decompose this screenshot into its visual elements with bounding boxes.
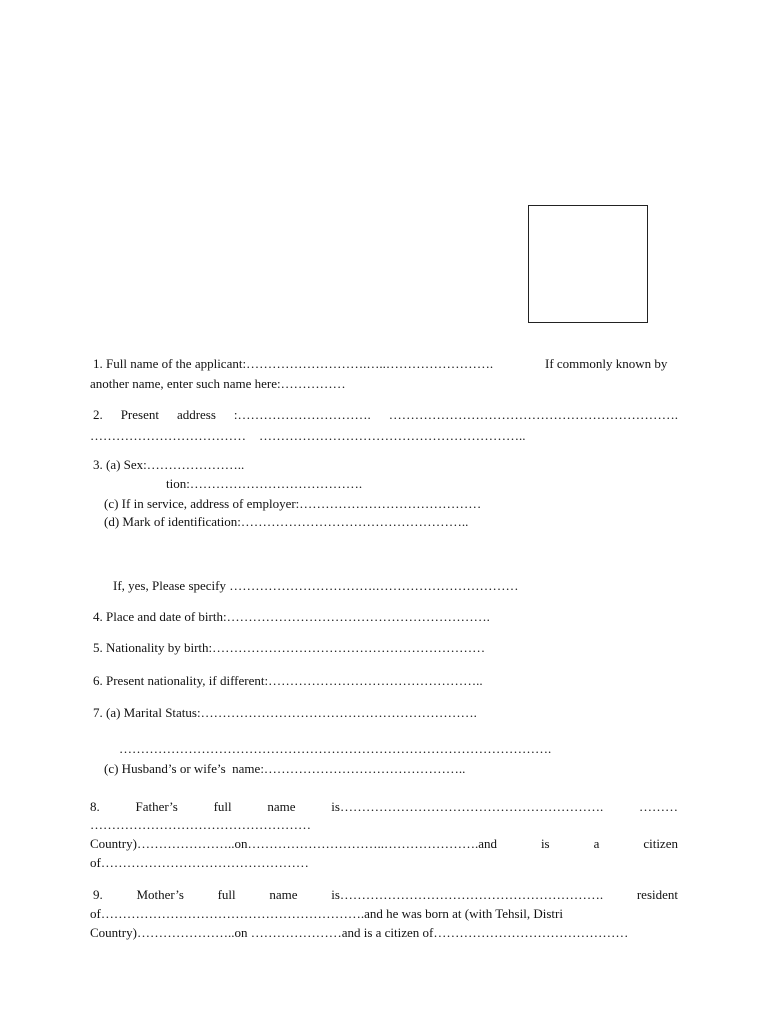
item9-word-full: full xyxy=(217,887,236,902)
item9-word-mothers: Mother’s xyxy=(136,887,184,902)
item8-word-is: is……………………………………………………. xyxy=(331,799,604,814)
item8-word-a: a xyxy=(593,836,600,851)
item1-line2: another name, enter such name here:…………… xyxy=(90,376,346,391)
item8-word-is2: is xyxy=(540,836,550,851)
item9-line2: of…………………………………………………….and he was born at (with Tehsil, Distri xyxy=(90,906,563,921)
photo-box xyxy=(528,205,648,323)
item8-line1 xyxy=(90,799,678,815)
item3-employer: (c) If in service, address of employer:…………………………………… xyxy=(104,496,482,511)
item3-tion: tion:…………………………………. xyxy=(166,476,363,491)
item7-marital-status: 7. (a) Marital Status:………………………………………………………. xyxy=(93,705,477,720)
item3-identification: (d) Mark of identification:…………………………………………….. xyxy=(104,514,469,529)
if-yes-specify: If, yes, Please specify …………………………….…………………………… xyxy=(113,578,519,593)
item9-line3: Country)…………………..on …………………and is a citizen of……………………………………… xyxy=(90,925,629,940)
item8-country-on: Country)…………………..on…………………………..………………….and xyxy=(90,836,497,851)
item2-word-address: address xyxy=(176,407,216,422)
item8-line4: of………………………………………… xyxy=(90,855,309,870)
item8-number: 8. xyxy=(90,799,100,814)
item2-line2: ……………………………… …………………………………………………….. xyxy=(90,428,526,443)
item2-dots-1: :…………………………. xyxy=(233,407,371,422)
item2-word-present: Present xyxy=(120,407,159,422)
item2-number: 2. xyxy=(93,407,103,422)
item9-word-is: is……………………………………………………. xyxy=(331,887,604,902)
item7-dots: ………………………………………………………………………………………. xyxy=(119,741,552,756)
item3-sex: 3. (a) Sex:………………….. xyxy=(93,457,245,472)
item8-line3 xyxy=(90,836,678,852)
item8-word-citizen: citizen xyxy=(643,836,678,851)
item6-present-nationality: 6. Present nationality, if different:………………………………………….. xyxy=(93,673,483,688)
item2-line1 xyxy=(93,407,678,423)
item8-line2: …………………………………………… xyxy=(90,817,311,832)
item9-line1 xyxy=(93,887,678,903)
item8-word-name: name xyxy=(267,799,296,814)
item1-line1: 1. Full name of the applicant:……………………….…..……………………. xyxy=(93,356,494,371)
item8-dots-end: ……… xyxy=(638,799,678,814)
item2-dots-2: …………………………………………………………. xyxy=(388,407,678,422)
item9-word-resident: resident xyxy=(636,887,678,902)
item5-nationality-birth: 5. Nationality by birth:……………………………………………………… xyxy=(93,640,486,655)
item4-birth-place: 4. Place and date of birth:……………………………………………………. xyxy=(93,609,490,624)
item7-spouse-name: (c) Husband’s or wife’s name:……………………………………….. xyxy=(104,761,466,776)
item9-word-name: name xyxy=(269,887,298,902)
item9-number: 9. xyxy=(93,887,103,902)
item8-word-fathers: Father’s xyxy=(135,799,178,814)
item8-word-full: full xyxy=(213,799,232,814)
item1-line1-right: If commonly known by xyxy=(545,356,668,371)
